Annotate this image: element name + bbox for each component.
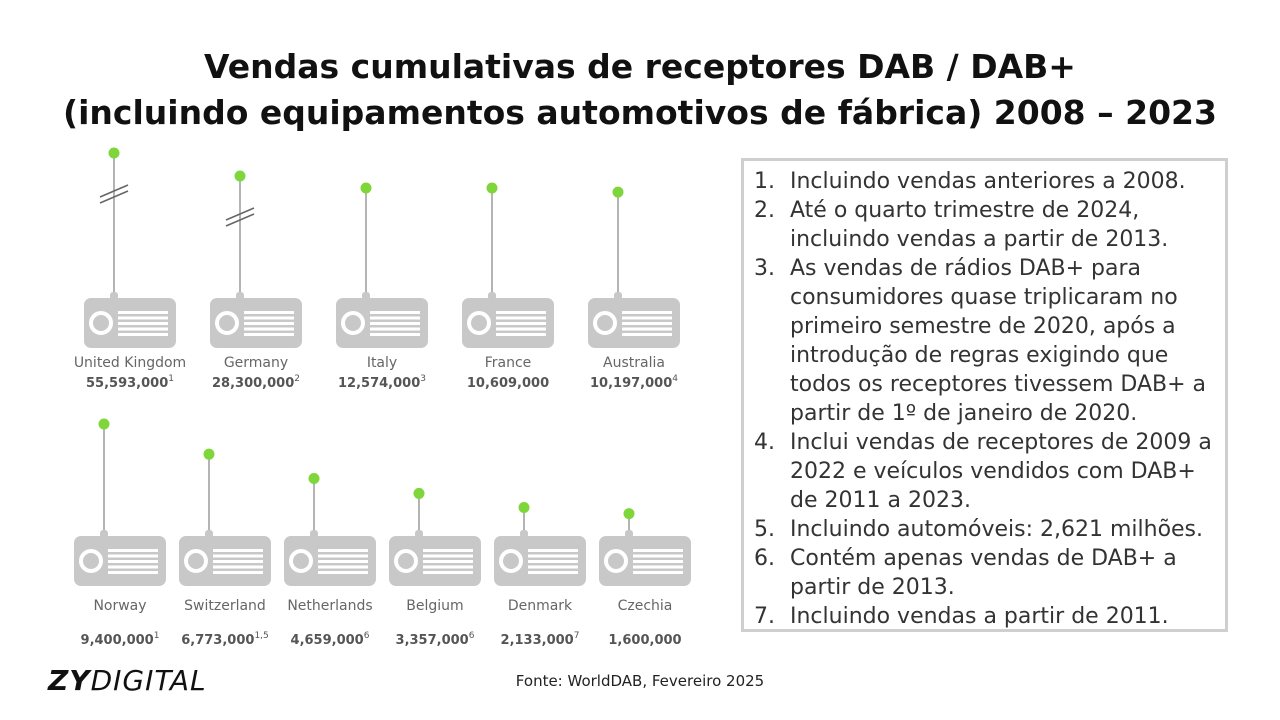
radio-grille-line [633, 560, 683, 563]
footnote-item [754, 167, 1215, 196]
radio-grille-line [118, 322, 168, 325]
radio-grille-line [528, 555, 578, 558]
footnotes-box [741, 158, 1228, 632]
radio-grille-line [213, 566, 263, 569]
value-label: 9,400,000$^1$ [80, 631, 160, 648]
radio-grille-line [423, 560, 473, 563]
radio-grille-line [423, 566, 473, 569]
category-label: Czechia [617, 598, 673, 614]
antenna-tip [519, 502, 530, 513]
footnote-number: 5. [754, 517, 775, 542]
radio-grille-line [108, 560, 158, 563]
radio-grille-line [108, 571, 158, 574]
radio-grille-line [622, 311, 672, 314]
radio-grille-line [318, 566, 368, 569]
radio-grille-line [423, 555, 473, 558]
value-label: 4,659,000$^6$ [290, 631, 370, 648]
footnote-item [754, 515, 1215, 544]
footnote-text: Até o quarto trimestre de 2024, incluindo vendas a partir de 2013. [790, 198, 1169, 252]
category-label: United Kingdom [73, 355, 187, 371]
footnote-item [754, 602, 1215, 631]
category-label: Switzerland [184, 598, 266, 614]
radio-grille-line [423, 571, 473, 574]
radio-grille-line [370, 333, 420, 336]
category-label: Norway [93, 598, 147, 614]
antenna-tip [487, 183, 498, 194]
radio-grille-line [370, 311, 420, 314]
footnote-number: 3. [754, 256, 775, 281]
radio-grille-line [528, 560, 578, 563]
logo-digital: DIGITAL [90, 664, 207, 697]
radio-grille-line [633, 555, 683, 558]
footnote-text: Incluindo automóveis: 2,621 milhões. [790, 517, 1204, 542]
value-label: 6,773,000$^{1,5}$ [181, 631, 269, 648]
chart-title [0, 44, 1280, 136]
antenna-tip [414, 488, 425, 499]
radio-grille-line [244, 317, 294, 320]
antenna-tip [309, 473, 320, 484]
value-label: 12,574,000$^3$ [338, 374, 426, 391]
footnote-number: 6. [754, 546, 775, 571]
value-label: 10,609,000 [466, 376, 550, 391]
radio-grille-line [496, 333, 546, 336]
radio-grille-line [118, 317, 168, 320]
footnote-number: 4. [754, 430, 775, 455]
footnote-ref: 1,5 [254, 631, 269, 641]
radio-grille-line [244, 328, 294, 331]
value-label: 55,593,000$^1$ [86, 374, 174, 391]
antenna-tip [613, 187, 624, 198]
radio-grille-line [622, 322, 672, 325]
category-label: Australia [603, 355, 665, 371]
title-line-2: (incluindo equipamentos automotivos de fábrica) 2008 – 2023 [63, 93, 1217, 132]
footnote-text: Inclui vendas de receptores de 2009 a 2022 e veículos vendidos com DAB+ de 2011 a 2023. [790, 430, 1212, 513]
radio-grille-line [213, 571, 263, 574]
radio-grille-line [244, 322, 294, 325]
footnote-ref: 4 [672, 374, 678, 384]
radio-grille-line [423, 549, 473, 552]
category-label: Belgium [406, 598, 464, 614]
footnote-text: Incluindo vendas anteriores a 2008. [790, 169, 1186, 194]
radio-grille-line [213, 549, 263, 552]
value-label: 1,600,000 [608, 633, 682, 648]
radio-grille-line [633, 566, 683, 569]
radio-grille-line [633, 549, 683, 552]
radio-grille-line [528, 571, 578, 574]
radio-grille-line [108, 549, 158, 552]
title-line-1: Vendas cumulativas de receptores DAB / DAB+ [204, 47, 1076, 86]
radio-grille-line [622, 333, 672, 336]
value-label: 10,197,000$^4$ [590, 374, 678, 391]
radio-grille-line [318, 549, 368, 552]
radio-grille-line [108, 555, 158, 558]
footnote-text: Contém apenas vendas de DAB+ a partir de 2013. [790, 546, 1177, 600]
radio-grille-line [318, 560, 368, 563]
category-label: France [484, 355, 532, 371]
category-label: Italy [366, 355, 398, 371]
radio-grille-line [318, 555, 368, 558]
zydigital-logo [48, 664, 207, 697]
logo-zy: ZY [48, 664, 91, 697]
radio-grille-line [528, 566, 578, 569]
radio-grille-line [370, 328, 420, 331]
footnote-ref: 6 [363, 631, 370, 641]
footnotes-list [754, 167, 1215, 631]
footnote-item [754, 428, 1215, 515]
radio-grille-line [496, 328, 546, 331]
footnote-item [754, 544, 1215, 602]
footnote-ref: 1 [168, 374, 174, 384]
radio-grille-line [118, 328, 168, 331]
footnote-item [754, 254, 1215, 428]
footnote-ref: 6 [468, 631, 475, 641]
antenna-tip [235, 171, 246, 182]
radio-grille-line [118, 333, 168, 336]
footnote-number: 2. [754, 198, 775, 223]
radio-grille-line [108, 566, 158, 569]
footnote-number: 7. [754, 604, 775, 629]
radio-grille-line [370, 317, 420, 320]
radio-chart [0, 140, 720, 660]
radio-grille-line [496, 311, 546, 314]
radio-grille-line [118, 311, 168, 314]
antenna-tip [361, 183, 372, 194]
antenna-tip [204, 449, 215, 460]
value-label: 2,133,000$^7$ [500, 631, 580, 648]
footnote-number: 1. [754, 169, 775, 194]
footnote-text: Incluindo vendas a partir de 2011. [790, 604, 1169, 629]
antenna-tip [109, 148, 120, 159]
radio-grille-line [213, 555, 263, 558]
source-text: Fonte: WorldDAB, Fevereiro 2025 [515, 672, 765, 690]
radio-grille-line [622, 328, 672, 331]
radio-grille-line [244, 333, 294, 336]
footnote-ref: 3 [420, 374, 426, 384]
antenna-tip [99, 419, 110, 430]
category-label: Germany [223, 355, 289, 371]
radio-grille-line [622, 317, 672, 320]
footnote-ref: 7 [573, 631, 580, 641]
radio-grille-line [318, 571, 368, 574]
footnote-text: As vendas de rádios DAB+ para consumidores quase triplicaram no primeiro semestre de 2020, após a introdução de regras exigindo que todos os receptores tivessem DAB+ a partir de 1º de janeiro de 2020. [790, 256, 1206, 426]
footnote-item [754, 196, 1215, 254]
radio-grille-line [213, 560, 263, 563]
footnote-ref: 2 [294, 374, 300, 384]
radio-grille-line [528, 549, 578, 552]
category-label: Denmark [507, 598, 573, 614]
antenna-tip [624, 508, 635, 519]
radio-grille-line [496, 322, 546, 325]
footnote-ref: 1 [153, 631, 160, 641]
category-label: Netherlands [287, 598, 373, 614]
radio-grille-line [370, 322, 420, 325]
radio-grille-line [244, 311, 294, 314]
value-label: 3,357,000$^6$ [395, 631, 475, 648]
radio-grille-line [633, 571, 683, 574]
value-label: 28,300,000$^2$ [212, 374, 300, 391]
radio-grille-line [496, 317, 546, 320]
